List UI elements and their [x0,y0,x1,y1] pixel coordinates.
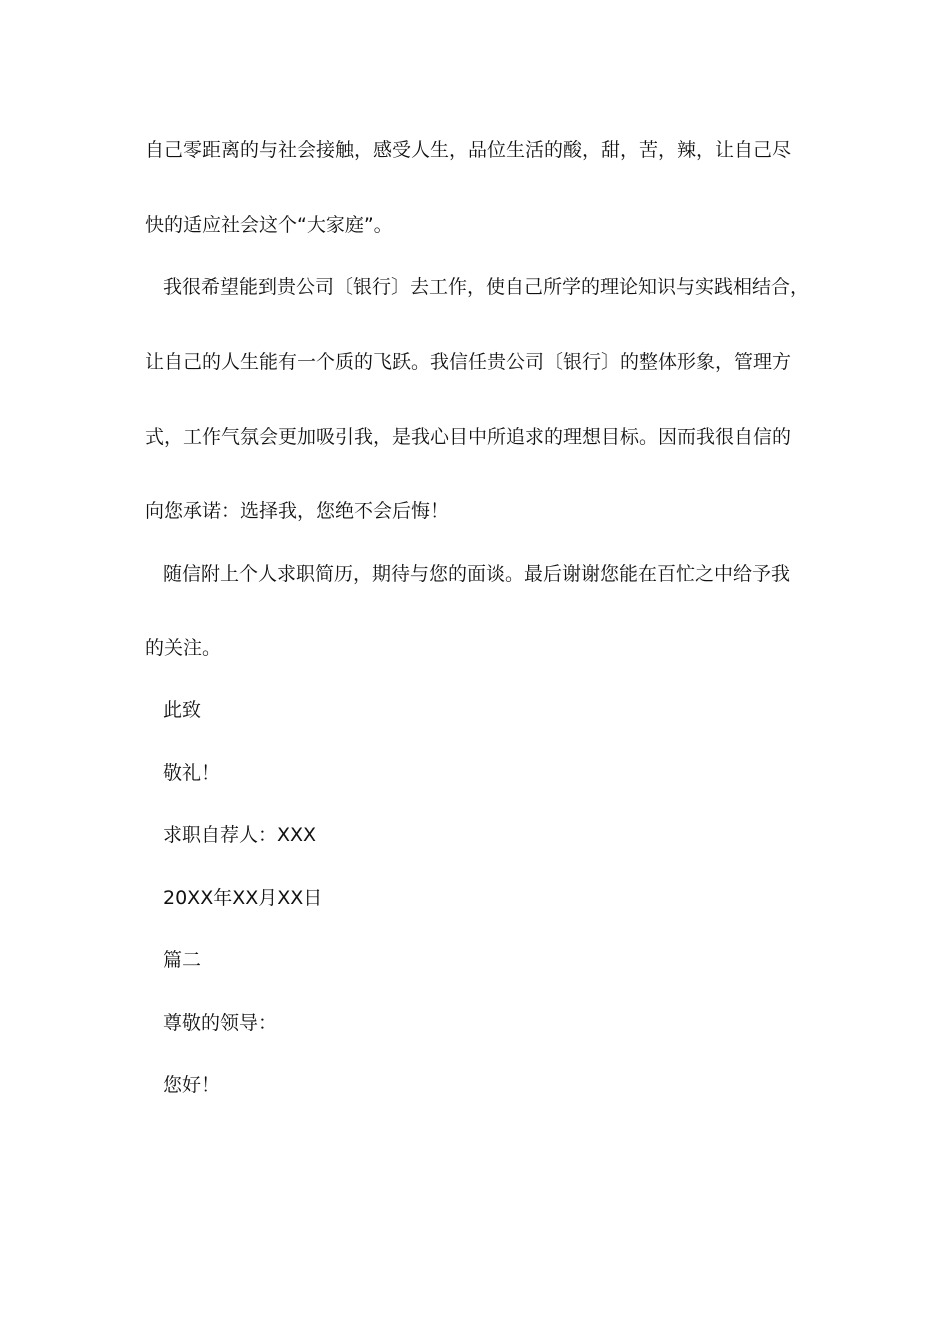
signature-line: 求职自荐人：XXX [163,824,317,846]
date-line: 20XX年XX月XX日 [163,887,323,909]
greeting-hello: 您好！ [163,1074,221,1096]
body-line: 快的适应社会这个“大家庭”。 [145,214,393,236]
section-heading: 篇二 [163,949,202,971]
body-line: 的关注。 [145,637,222,659]
paragraph-first-line: 我很希望能到贵公司〔银行〕去工作，使自己所学的理论知识与实践相结合， [163,276,810,298]
paragraph-first-line: 随信附上个人求职简历，期待与您的面谈。最后谢谢您能在百忙之中给予我 [163,563,791,585]
salutation-closing: 此致 [163,699,202,721]
body-line: 让自己的人生能有一个质的飞跃。我信任贵公司〔银行〕的整体形象，管理方 [145,351,792,373]
body-line: 式，工作气氛会更加吸引我，是我心目中所追求的理想目标。因而我很自信的 [145,426,792,448]
greeting-line: 尊敬的领导： [163,1012,278,1034]
body-line: 向您承诺：选择我，您绝不会后悔！ [145,500,450,522]
salutation-regards: 敬礼！ [163,762,221,784]
body-line: 自己零距离的与社会接触，感受人生，品位生活的酸，甜，苦，辣，让自己尽 [145,139,792,161]
